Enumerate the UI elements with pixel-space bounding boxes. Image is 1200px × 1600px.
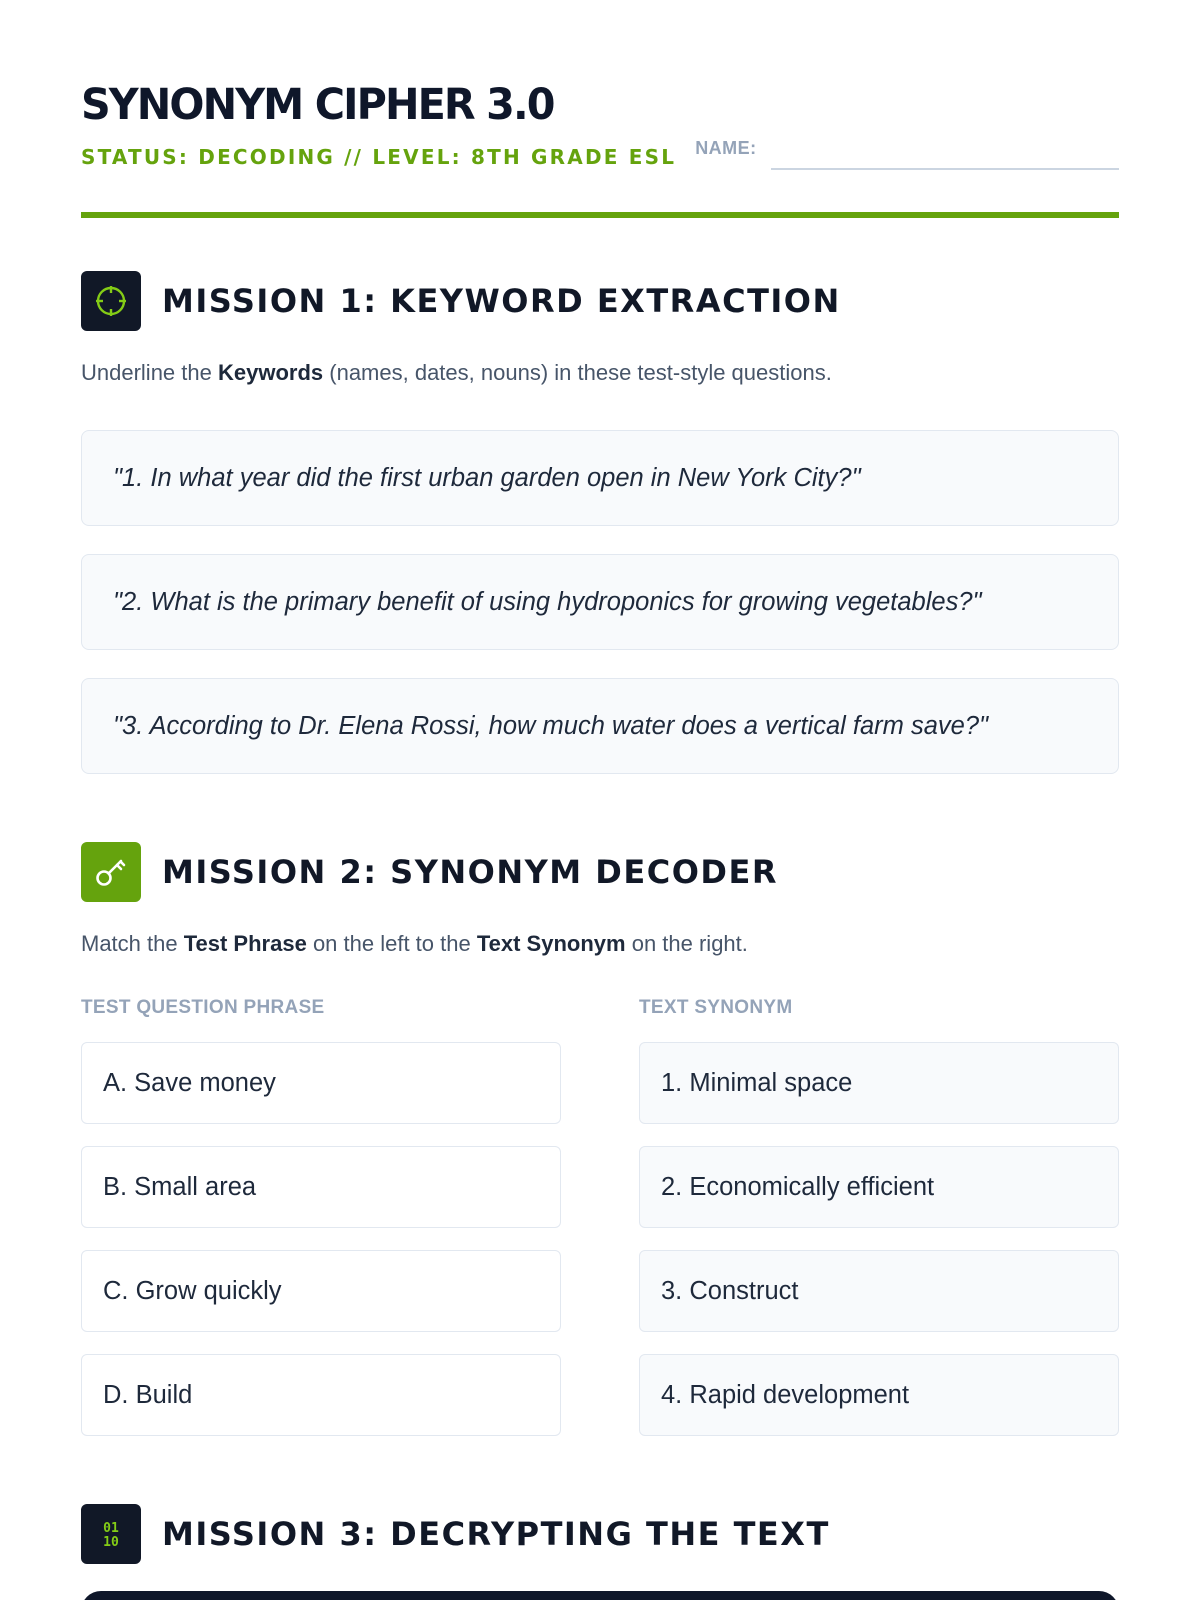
column-header: TEXT SYNONYM xyxy=(639,997,793,1018)
test-phrase-item[interactable]: C. Grow quickly xyxy=(81,1250,561,1332)
decryption-panel xyxy=(81,1591,1119,1600)
test-phrase-item[interactable]: B. Small area xyxy=(81,1146,561,1228)
test-phrase-item[interactable]: D. Build xyxy=(81,1354,561,1436)
test-phrase-list xyxy=(81,1042,561,1436)
question-list xyxy=(81,430,1119,774)
mission-1-instructions: Underline the Keywords (names, dates, nouns) in these test-style questions. xyxy=(81,360,832,385)
column-header: TEST QUESTION PHRASE xyxy=(81,997,325,1018)
mission-1-section xyxy=(81,271,1119,774)
text-synonym-list xyxy=(639,1042,1119,1436)
matching-columns xyxy=(81,996,1119,1436)
test-phrase-column xyxy=(81,996,561,1436)
mission-3-section xyxy=(81,1504,1119,1600)
svg-text:10: 10 xyxy=(103,1535,119,1550)
text-synonym-item[interactable]: 1. Minimal space xyxy=(639,1042,1119,1124)
mission-2-header xyxy=(81,842,1119,902)
text-synonym-item[interactable]: 3. Construct xyxy=(639,1250,1119,1332)
mission-1-header xyxy=(81,271,1119,331)
mission-3-header xyxy=(81,1504,1119,1564)
page-title: SYNONYM CIPHER 3.0 xyxy=(81,80,554,130)
mission-1-title: MISSION 1: KEYWORD EXTRACTION xyxy=(162,282,841,320)
key-icon xyxy=(81,842,141,902)
name-field[interactable] xyxy=(771,144,1119,170)
mission-2-section xyxy=(81,842,1119,1436)
question-card[interactable]: "2. What is the primary benefit of using hydroponics for growing vegetables?" xyxy=(81,554,1119,650)
text-synonym-item[interactable]: 4. Rapid development xyxy=(639,1354,1119,1436)
name-label: NAME: xyxy=(695,138,757,158)
text-synonym-item[interactable]: 2. Economically efficient xyxy=(639,1146,1119,1228)
crosshair-icon xyxy=(81,271,141,331)
header-divider xyxy=(81,212,1119,218)
mission-3-title: MISSION 3: DECRYPTING THE TEXT xyxy=(162,1515,830,1553)
question-card[interactable]: "1. In what year did the first urban garden open in New York City?" xyxy=(81,430,1119,526)
question-card[interactable]: "3. According to Dr. Elena Rossi, how much water does a vertical farm save?" xyxy=(81,678,1119,774)
subtitle-row xyxy=(81,136,1119,170)
mission-2-title: MISSION 2: SYNONYM DECODER xyxy=(162,853,778,891)
text-synonym-column xyxy=(639,996,1119,1436)
header xyxy=(81,0,1119,170)
mission-2-instructions: Match the Test Phrase on the left to the Text Synonym on the right. xyxy=(81,931,748,956)
status-line: STATUS: DECODING // LEVEL: 8TH GRADE ESL xyxy=(81,145,677,169)
test-phrase-item[interactable]: A. Save money xyxy=(81,1042,561,1124)
binary-icon xyxy=(81,1504,141,1564)
svg-text:01: 01 xyxy=(103,1521,119,1536)
